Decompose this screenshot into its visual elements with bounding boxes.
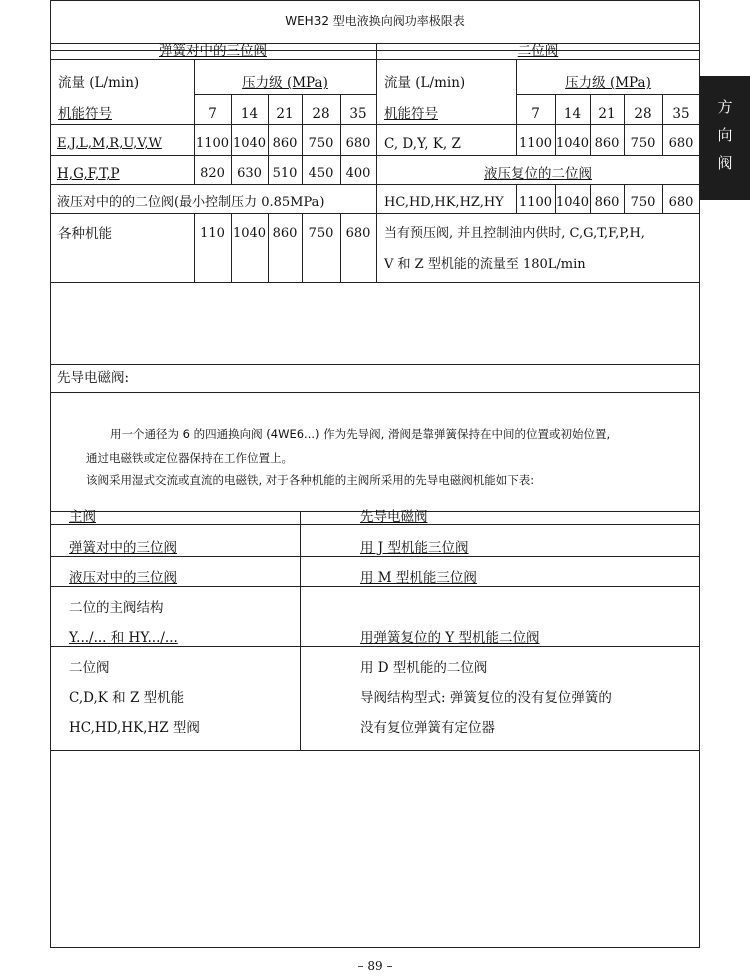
table-cell: 弹簧对中的三位阀: [69, 540, 177, 556]
symbol-label: 机能符号: [384, 106, 438, 122]
table-cell: 860: [594, 136, 620, 151]
table-cell: 1040: [232, 136, 267, 151]
table-cell: 液压对中的三位阀: [69, 570, 177, 586]
table-cell: Y.../... 和 HY.../...: [69, 630, 178, 646]
page-number: – 89 –: [357, 959, 393, 973]
table-cell: 1100: [195, 136, 230, 151]
table-cell: 1040: [555, 195, 590, 210]
table-cell: 680: [345, 136, 371, 151]
pilot-section-title: 先导电磁阀:: [57, 370, 130, 386]
table-cell: 680: [668, 195, 694, 210]
pressure-value: 21: [598, 106, 616, 122]
table-cell: 二位的主阀结构: [69, 600, 164, 616]
section-tab-char: 阀: [717, 154, 733, 172]
table-cell: C,D,K 和 Z 型机能: [69, 690, 185, 706]
pressure-value: 7: [531, 106, 540, 122]
two-position-header: 二位阀: [517, 43, 559, 59]
pilot-paragraph: 用一个通径为 6 的四通换向阀 (4WE6...) 作为先导阀, 滑阀是靠弹簧保持在中间的位置或初始位置,: [110, 427, 611, 441]
section-tab-char: 方: [717, 98, 733, 116]
table-cell: 110: [200, 226, 225, 241]
hydraulic-return-header: 液压复位的二位阀: [484, 166, 592, 182]
table-cell: 二位阀: [69, 660, 110, 676]
table-cell: 860: [272, 136, 298, 151]
table-cell: 用 J 型机能三位阀: [360, 540, 469, 556]
pilot-paragraph: 通过电磁铁或定位器保持在工作位置上。: [86, 451, 293, 465]
table-cell: 用弹簧复位的 Y 型机能二位阀: [360, 630, 540, 646]
table-cell: HC,HD,HK,HZ 型阀: [69, 720, 200, 736]
table-cell: 680: [345, 226, 371, 241]
table-cell: 860: [272, 226, 298, 241]
table-cell: 820: [200, 166, 225, 181]
note-text: V 和 Z 型机能的流量至 180L/min: [384, 257, 586, 272]
table-cell: 860: [594, 195, 620, 210]
table-cell: 750: [308, 226, 334, 241]
table-cell: 1040: [232, 226, 267, 241]
pressure-value: 28: [634, 106, 652, 122]
table-row-symbol: HC,HD,HK,HZ,HY: [384, 195, 504, 210]
pressure-value: 7: [208, 106, 217, 122]
table-row-symbol: H,G,F,T,P: [57, 166, 120, 182]
pressure-value: 21: [276, 106, 294, 122]
table-cell: 750: [630, 195, 656, 210]
table-title: WEH32 型电液换向阀功率极限表: [285, 14, 465, 28]
table-row-symbol: E,J,L,M,R,U,V,W: [57, 136, 162, 151]
pressure-value: 35: [672, 106, 690, 122]
pressure-label: 压力级 (MPa): [565, 75, 651, 91]
flow-label: 流量 (L/min): [384, 75, 466, 91]
pressure-value: 14: [563, 106, 582, 122]
symbol-label: 机能符号: [58, 106, 112, 122]
table-cell: 1100: [518, 136, 553, 151]
table-cell: 用 D 型机能的二位阀: [360, 660, 488, 676]
section-tab: [700, 76, 750, 200]
flow-label: 流量 (L/min): [58, 75, 140, 91]
all-functions-label: 各种机能: [58, 226, 112, 242]
table-cell: 510: [272, 166, 298, 181]
table-row-symbol: C, D,Y, K, Z: [384, 136, 461, 152]
pressure-value: 28: [312, 106, 330, 122]
table-cell: 750: [308, 136, 334, 151]
table-header-main-valve: 主阀: [69, 509, 96, 525]
pressure-value: 35: [349, 106, 367, 122]
pressure-label: 压力级 (MPa): [242, 75, 328, 91]
table-cell: 1100: [518, 195, 553, 210]
hydraulic-center-title: 液压对中的的二位阀(最小控制压力 0.85MPa): [57, 195, 325, 210]
table-cell: 导阀结构型式: 弹簧复位的没有复位弹簧的: [360, 690, 612, 706]
table-cell: 450: [308, 166, 334, 181]
note-text: 当有预压阀, 并且控制油内供时, C,G,T,F,P,H,: [384, 226, 645, 241]
table-header-pilot-valve: 先导电磁阀: [360, 509, 428, 525]
three-position-header: 弹簧对中的三位阀: [159, 43, 267, 59]
table-cell: 630: [237, 166, 262, 181]
section-tab-char: 向: [717, 126, 733, 144]
table-cell: 1040: [555, 136, 590, 151]
table-cell: 用 M 型机能三位阀: [360, 570, 477, 586]
table-cell: 750: [630, 136, 656, 151]
pilot-paragraph: 该阀采用湿式交流或直流的电磁铁, 对于各种机能的主阀所采用的先导电磁阀机能如下表:: [86, 473, 535, 487]
table-cell: 680: [668, 136, 694, 151]
table-cell: 没有复位弹簧有定位器: [360, 720, 495, 736]
pressure-value: 14: [240, 106, 259, 122]
table-cell: 400: [345, 166, 371, 181]
